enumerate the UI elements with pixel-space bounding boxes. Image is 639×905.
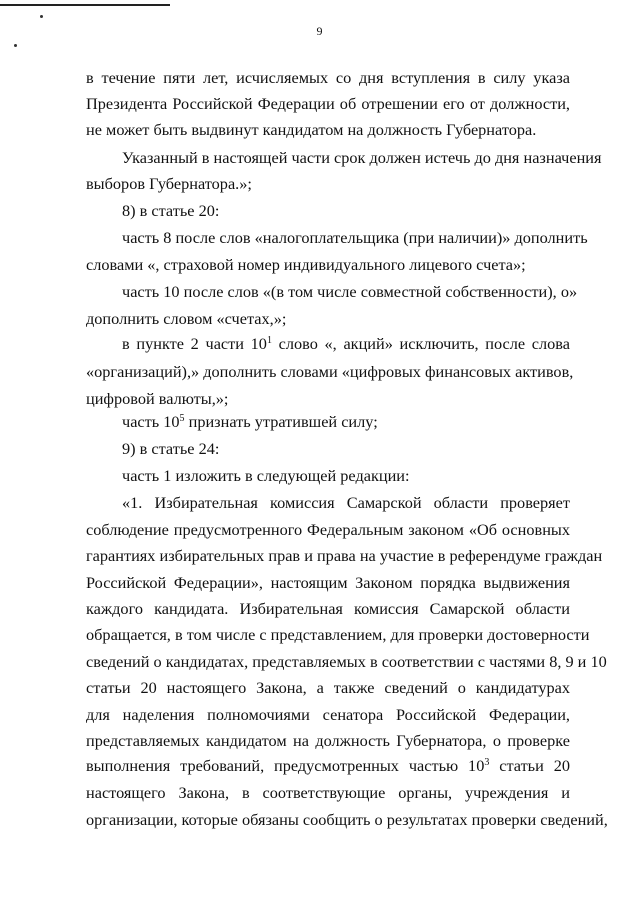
text-line: гарантиях избирательных прав и права на участие в референдуме граждан xyxy=(86,546,603,565)
text-line: выборов Губернатора.»; xyxy=(86,174,252,193)
text-line: 9) в статье 24: xyxy=(122,439,220,458)
text-line: не может быть выдвинут кандидатом на должность Губернатора. xyxy=(86,120,537,139)
text-line: настоящего Закона, в соответствующие органы, учреждения и xyxy=(86,783,570,802)
scan-mark xyxy=(40,15,43,18)
text-line: для наделения полномочиями сенатора Российской Федерации, xyxy=(86,705,570,724)
text-line: «организаций),» дополнить словами «цифровых финансовых активов, xyxy=(86,362,574,381)
text-line: словами «, страховой номер индивидуального лицевого счета»; xyxy=(86,255,526,274)
text-line xyxy=(122,412,570,432)
text-segment: статьи 20 xyxy=(489,756,570,775)
text-line xyxy=(122,334,570,354)
text-segment: часть 10 xyxy=(122,412,180,431)
text-line: каждого кандидата. Избирательная комиссия Самарской области xyxy=(86,599,570,618)
text-segment: слово «, акций» исключить, после слова xyxy=(271,334,570,353)
text-line: Указанный в настоящей части срок должен истечь до дня назначения xyxy=(122,148,602,167)
text-line: Российской Федерации», настоящим Законом порядка выдвижения xyxy=(86,573,570,592)
text-line: дополнить словом «счетах,»; xyxy=(86,309,287,328)
text-line: часть 1 изложить в следующей редакции: xyxy=(122,466,410,485)
text-line: цифровой валюты,»; xyxy=(86,389,229,408)
text-line: обращается, в том числе с представлением, для проверки достоверности xyxy=(86,625,590,644)
scan-mark xyxy=(14,44,17,47)
text-segment: признать утратившей силу; xyxy=(184,412,378,431)
text-line: в течение пяти лет, исчисляемых со дня вступления в силу указа xyxy=(86,68,570,87)
text-line: часть 10 после слов «(в том числе совместной собственности), о» xyxy=(122,282,578,301)
top-rule xyxy=(0,4,170,6)
text-line: представляемых кандидатом на должность Губернатора, о проверке xyxy=(86,731,570,750)
superscript: 3 xyxy=(484,757,490,768)
superscript: 1 xyxy=(266,335,272,346)
text-line: статьи 20 настоящего Закона, а также сведений о кандидатурах xyxy=(86,678,570,697)
superscript: 5 xyxy=(179,413,185,424)
text-line: Президента Российской Федерации об отрешении его от должности, xyxy=(86,94,570,113)
text-line: 8) в статье 20: xyxy=(122,201,220,220)
text-line: соблюдение предусмотренного Федеральным законом «Об основных xyxy=(86,520,570,539)
text-segment: в пункте 2 части 10 xyxy=(122,334,267,353)
text-line xyxy=(86,756,570,776)
text-line: «1. Избирательная комиссия Самарской области проверяет xyxy=(122,493,570,512)
text-line: часть 8 после слов «налогоплательщика (при наличии)» дополнить xyxy=(122,228,588,247)
text-line: организации, которые обязаны сообщить о результатах проверки сведений, xyxy=(86,810,608,829)
text-segment: выполнения требований, предусмотренных частью 10 xyxy=(86,756,485,775)
page-number: 9 xyxy=(316,24,323,38)
text-line: сведений о кандидатах, представляемых в соответствии с частями 8, 9 и 10 xyxy=(86,652,607,671)
